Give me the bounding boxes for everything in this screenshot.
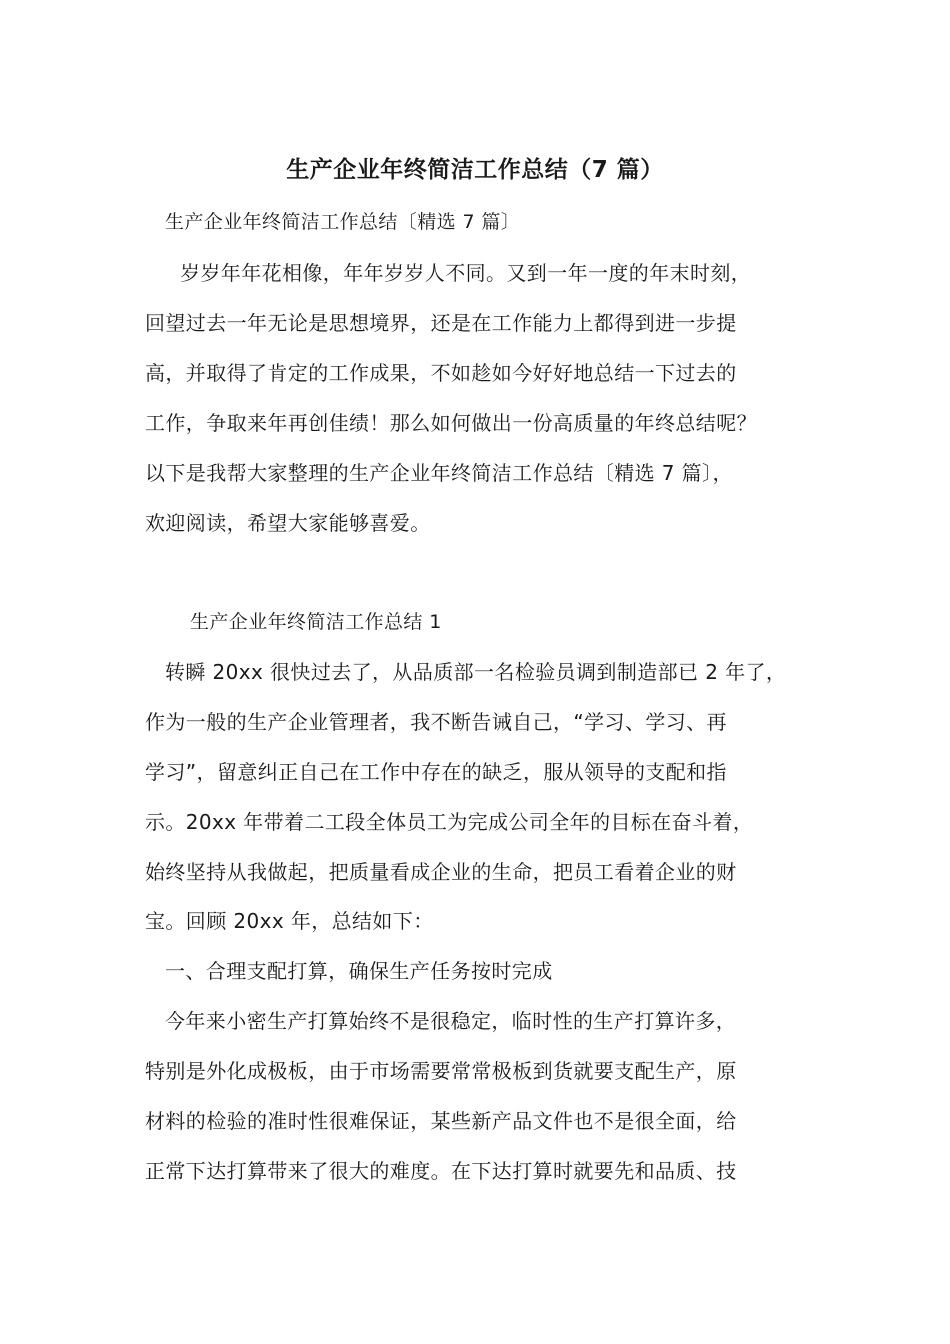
document-title: 生产企业年终简洁工作总结（7 篇） xyxy=(286,157,664,183)
document-subtitle: 生产企业年终简洁工作总结〔精选 7 篇〕 xyxy=(165,211,521,233)
point-line: 材料的检验的准时性很难保证，某些新产品文件也不是很全面，给 xyxy=(145,1109,737,1133)
section-line: 作为一般的生产企业管理者，我不断告诫自己，“学习、学习、再 xyxy=(145,710,727,734)
intro-line: 岁岁年年花相像，年年岁岁人不同。又到一年一度的年末时刻， xyxy=(180,261,752,285)
intro-line: 高，并取得了肯定的工作成果，不如趁如今好好地总结一下过去的 xyxy=(145,361,737,385)
intro-line: 工作，争取来年再创佳绩！那么如何做出一份高质量的年终总结呢？ xyxy=(145,411,757,435)
section-line: 始终坚持从我做起，把质量看成企业的生命，把员工看着企业的财 xyxy=(145,860,737,884)
intro-line: 以下是我帮大家整理的生产企业年终简洁工作总结〔精选 7 篇〕， xyxy=(145,461,733,485)
intro-line: 回望过去一年无论是思想境界，还是在工作能力上都得到进一步提 xyxy=(145,311,737,335)
point-line: 今年来小密生产打算始终不是很稳定，临时性的生产打算许多， xyxy=(165,1009,737,1033)
point-line: 正常下达打算带来了很大的难度。在下达打算时就要先和品质、技 xyxy=(145,1159,737,1183)
intro-line: 欢迎阅读，希望大家能够喜爱。 xyxy=(145,511,431,535)
section-line: 宝。回顾 20xx 年，总结如下： xyxy=(145,909,434,933)
section-line: 转瞬 20xx 很快过去了，从品质部一名检验员调到制造部已 2 年了， xyxy=(165,660,787,684)
section-heading: 生产企业年终简洁工作总结 1 xyxy=(190,611,442,633)
section-line: 学习”，留意纠正自己在工作中存在的缺乏，服从领导的支配和指 xyxy=(145,760,727,784)
point-line: 特别是外化成极板，由于市场需要常常极板到货就要支配生产，原 xyxy=(145,1059,737,1083)
section-line: 示。20xx 年带着二工段全体员工为完成公司全年的目标在奋斗着， xyxy=(145,810,754,834)
point-heading: 一、合理支配打算，确保生产任务按时完成 xyxy=(165,959,553,983)
